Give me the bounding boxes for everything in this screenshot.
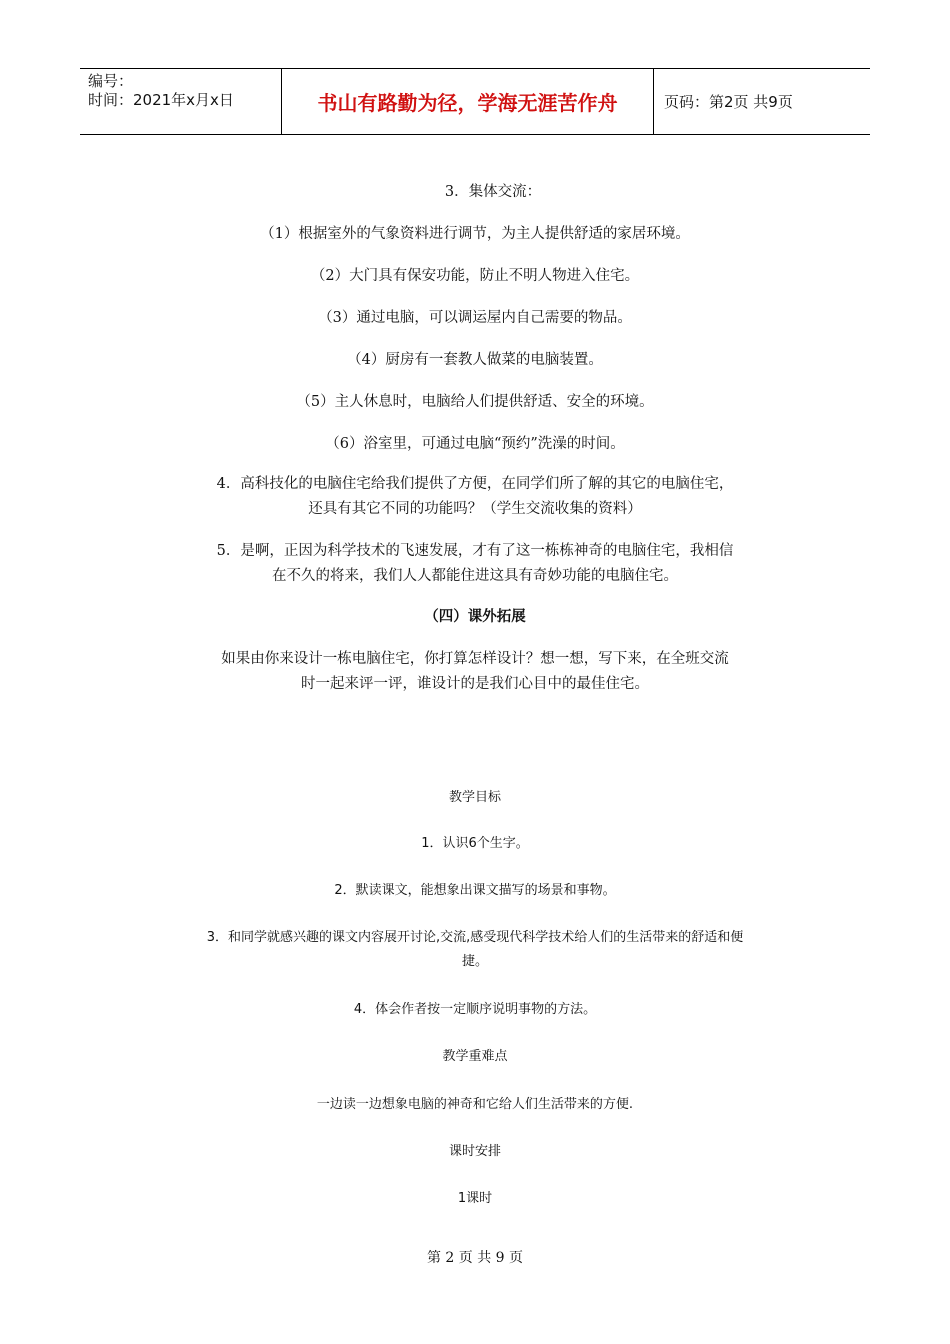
exchange-item-4: （4）厨房有一套教人做菜的电脑装置。 [347, 352, 603, 368]
objective-1: 1．认识6个生字。 [421, 836, 529, 851]
time-label: 时间：2021年x月x日 [88, 91, 234, 109]
paragraph-5-line-1: 5．是啊，正因为科学技术的飞速发展，才有了这一栋栋神奇的电脑住宅，我相信 [216, 543, 734, 559]
header-meta [80, 69, 281, 134]
exchange-item-1: （1）根据室外的气象资料进行调节，为主人提供舒适的家居环境。 [260, 226, 690, 242]
page-header [80, 68, 870, 135]
objective-2: 2．默读课文，能想象出课文描写的场景和事物。 [334, 883, 616, 898]
schedule-title: 课时安排 [448, 1144, 501, 1159]
key-points-title: 教学重难点 [442, 1049, 508, 1064]
exchange-item-2: （2）大门具有保安功能，防止不明人物进入住宅。 [310, 268, 640, 284]
objective-4: 4．体会作者按一定顺序说明事物的方法。 [353, 1002, 597, 1017]
exchange-item-5: （5）主人休息时，电脑给人们提供舒适、安全的环境。 [296, 394, 654, 410]
exchange-item-3: （3）通过电脑，可以调运屋内自己需要的物品。 [318, 310, 632, 326]
objective-3-line-2: 捷。 [461, 954, 488, 969]
extension-line-2: 时一起来评一评，谁设计的是我们心目中的最佳住宅。 [301, 676, 649, 692]
paragraph-5-line-2: 在不久的将来，我们人人都能住进这具有奇妙功能的电脑住宅。 [272, 568, 678, 584]
schedule-text: 1课时 [457, 1191, 493, 1206]
exchange-heading: 3．集体交流： [444, 184, 542, 200]
objective-3-line-1: 3．和同学就感兴趣的课文内容展开讨论,交流,感受现代科学技术给人们的生活带来的舒适和便 [206, 930, 744, 945]
header-motto: 书山有路勤为径，学海无涯苦作舟 [281, 69, 654, 134]
exchange-item-6: （6）浴室里，可通过电脑“预约”洗澡的时间。 [325, 436, 625, 452]
section-heading-extension: （四）课外拓展 [424, 608, 526, 625]
paragraph-4-line-2: 还具有其它不同的功能吗？（学生交流收集的资料） [308, 501, 642, 517]
objectives-title: 教学目标 [448, 790, 501, 805]
number-label: 编号： [88, 72, 134, 90]
paragraph-4-line-1: 4．高科技化的电脑住宅给我们提供了方便，在同学们所了解的其它的电脑住宅， [216, 476, 734, 492]
header-page-info: 页码：第2页 共9页 [664, 93, 793, 111]
extension-line-1: 如果由你来设计一栋电脑住宅，你打算怎样设计？想一想，写下来，在全班交流 [221, 651, 729, 667]
page-footer: 第 2 页 共 9 页 [426, 1250, 524, 1266]
key-points-text: 一边读一边想象电脑的神奇和它给人们生活带来的方便. [316, 1097, 634, 1112]
